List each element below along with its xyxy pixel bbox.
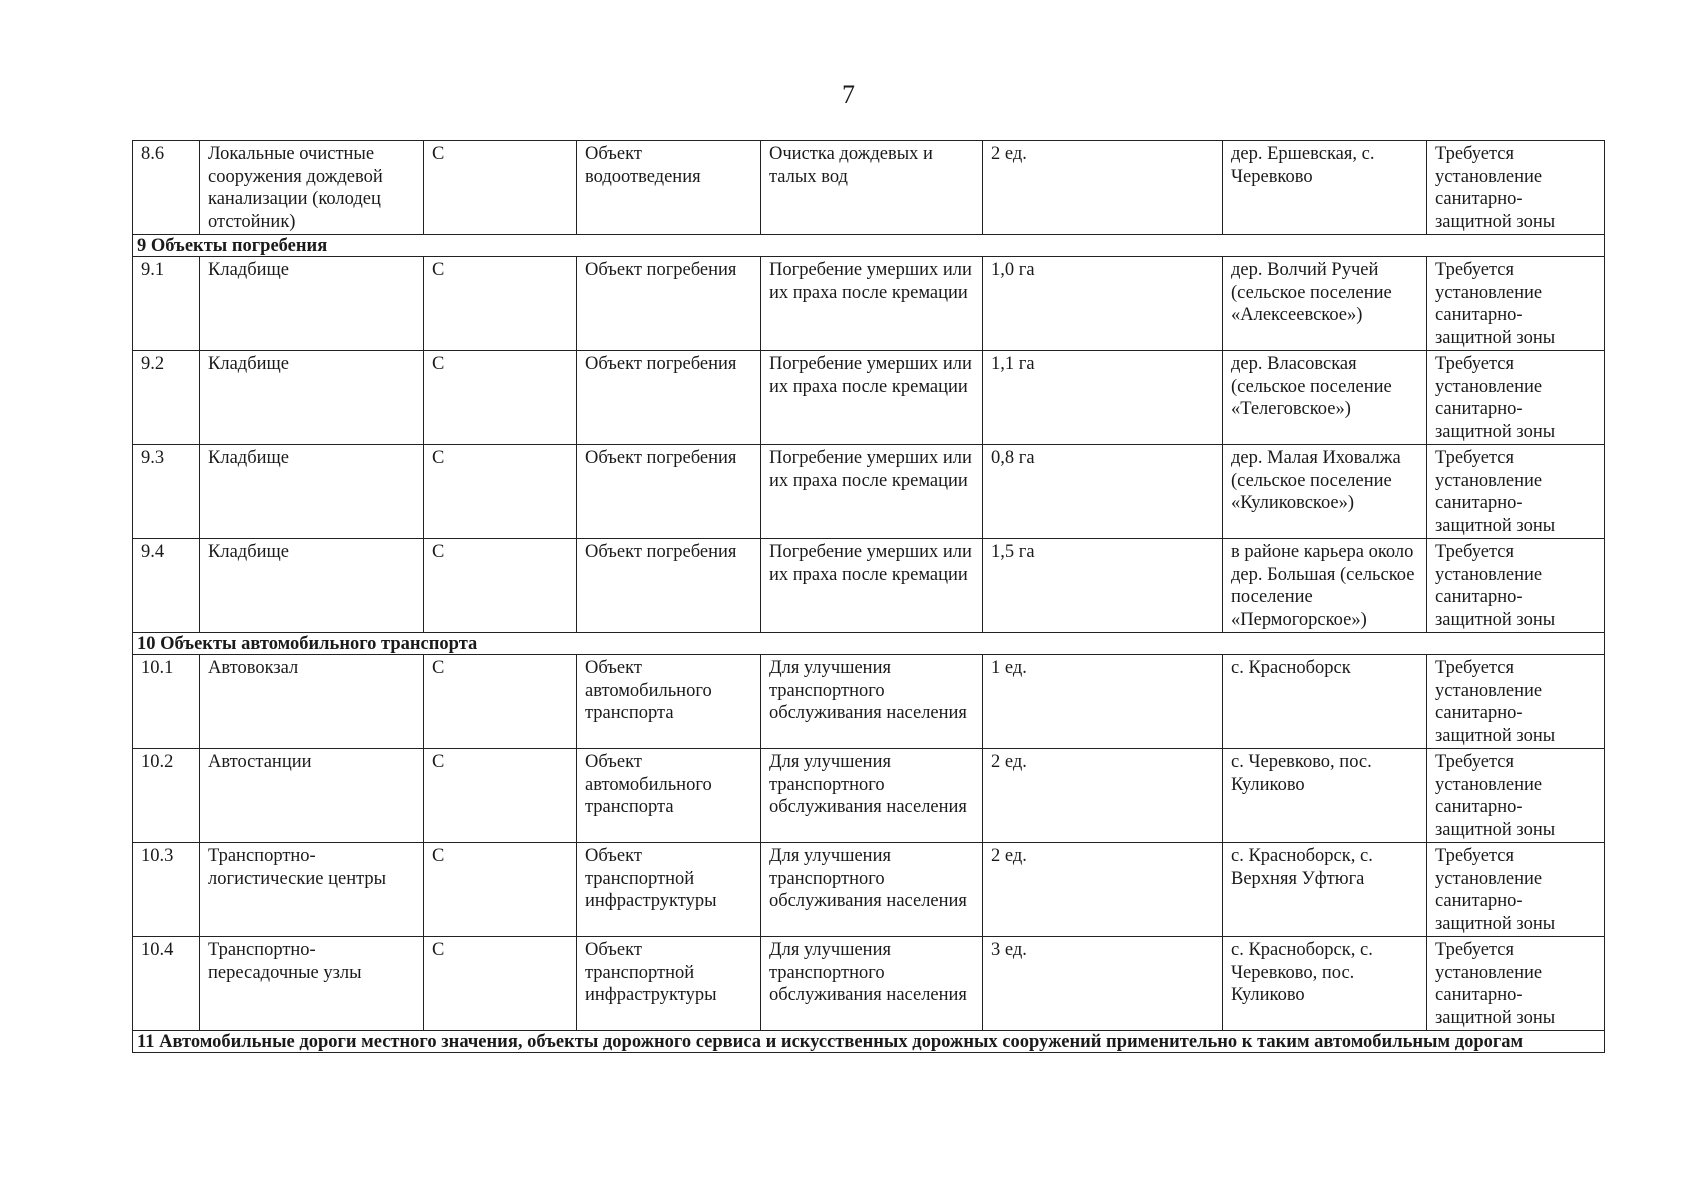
table-row — [133, 937, 1605, 1031]
cell-object-type: Объект транспортной инфраструктуры — [577, 843, 761, 937]
cell-status: С — [424, 937, 577, 1031]
cell-purpose: Погребение умерших или их праха после кремации — [761, 257, 983, 351]
cell-object-type: Объект транспортной инфраструктуры — [577, 937, 761, 1031]
cell-purpose: Погребение умерших или их праха после кремации — [761, 445, 983, 539]
cell-capacity: 3 ед. — [983, 937, 1223, 1031]
cell-object-type: Объект погребения — [577, 257, 761, 351]
cell-status: С — [424, 141, 577, 235]
cell-number: 8.6 — [133, 141, 200, 235]
cell-status: С — [424, 749, 577, 843]
cell-number: 10.4 — [133, 937, 200, 1031]
cell-purpose: Погребение умерших или их праха после кремации — [761, 351, 983, 445]
cell-capacity: 1,5 га — [983, 539, 1223, 633]
table-row — [133, 445, 1605, 539]
section-title: 9 Объекты погребения — [133, 235, 1605, 257]
section-header-row — [133, 1031, 1605, 1053]
cell-capacity: 2 ед. — [983, 141, 1223, 235]
cell-name: Автовокзал — [200, 655, 424, 749]
cell-number: 9.4 — [133, 539, 200, 633]
cell-capacity: 0,8 га — [983, 445, 1223, 539]
cell-location: дер. Ершевская, с. Черевково — [1223, 141, 1427, 235]
cell-zone: Требуется установление санитарно-защитной зоны — [1427, 937, 1605, 1031]
table-body — [133, 141, 1605, 1053]
cell-purpose: Для улучшения транспортного обслуживания населения — [761, 655, 983, 749]
cell-number: 10.1 — [133, 655, 200, 749]
cell-object-type: Объект погребения — [577, 445, 761, 539]
cell-zone: Требуется установление санитарно-защитной зоны — [1427, 749, 1605, 843]
cell-status: С — [424, 655, 577, 749]
cell-name: Кладбище — [200, 539, 424, 633]
cell-purpose: Для улучшения транспортного обслуживания населения — [761, 937, 983, 1031]
cell-status: С — [424, 351, 577, 445]
section-title: 10 Объекты автомобильного транспорта — [133, 633, 1605, 655]
cell-location: с. Красноборск, с. Черевково, пос. Куликово — [1223, 937, 1427, 1031]
objects-table — [132, 140, 1605, 1053]
cell-number: 9.3 — [133, 445, 200, 539]
cell-location: с. Черевково, пос. Куликово — [1223, 749, 1427, 843]
table-row — [133, 749, 1605, 843]
cell-location: дер. Малая Иховалжа (сельское поселение «Куликовское») — [1223, 445, 1427, 539]
cell-location: с. Красноборск — [1223, 655, 1427, 749]
cell-purpose: Очистка дождевых и талых вод — [761, 141, 983, 235]
cell-zone: Требуется установление санитарно-защитной зоны — [1427, 257, 1605, 351]
cell-status: С — [424, 843, 577, 937]
cell-capacity: 1,0 га — [983, 257, 1223, 351]
cell-zone: Требуется установление санитарно-защитной зоны — [1427, 141, 1605, 235]
cell-number: 9.1 — [133, 257, 200, 351]
cell-location: дер. Волчий Ручей (сельское поселение «Алексеевское») — [1223, 257, 1427, 351]
cell-name: Кладбище — [200, 257, 424, 351]
cell-name: Кладбище — [200, 445, 424, 539]
section-title: 11 Автомобильные дороги местного значения, объекты дорожного сервиса и искусственных дорожных сооружений применительно к таким автомобильным дорогам — [133, 1031, 1605, 1053]
cell-name: Транспортно-логистические центры — [200, 843, 424, 937]
cell-object-type: Объект автомобильного транспорта — [577, 749, 761, 843]
table-row — [133, 843, 1605, 937]
cell-zone: Требуется установление санитарно-защитной зоны — [1427, 539, 1605, 633]
cell-zone: Требуется установление санитарно-защитной зоны — [1427, 445, 1605, 539]
cell-status: С — [424, 257, 577, 351]
table-row — [133, 351, 1605, 445]
cell-name: Локальные очистные сооружения дождевой канализации (колодец отстойник) — [200, 141, 424, 235]
cell-capacity: 2 ед. — [983, 843, 1223, 937]
table-row — [133, 655, 1605, 749]
cell-zone: Требуется установление санитарно-защитной зоны — [1427, 351, 1605, 445]
cell-number: 10.2 — [133, 749, 200, 843]
table-row — [133, 141, 1605, 235]
section-header-row — [133, 235, 1605, 257]
section-header-row — [133, 633, 1605, 655]
cell-capacity: 2 ед. — [983, 749, 1223, 843]
table-row — [133, 539, 1605, 633]
cell-name: Кладбище — [200, 351, 424, 445]
cell-location: дер. Власовская (сельское поселение «Телеговское») — [1223, 351, 1427, 445]
cell-location: с. Красноборск, с. Верхняя Уфтюга — [1223, 843, 1427, 937]
cell-status: С — [424, 445, 577, 539]
cell-object-type: Объект водоотведения — [577, 141, 761, 235]
cell-object-type: Объект автомобильного транспорта — [577, 655, 761, 749]
cell-capacity: 1 ед. — [983, 655, 1223, 749]
cell-status: С — [424, 539, 577, 633]
cell-number: 10.3 — [133, 843, 200, 937]
cell-name: Транспортно-пересадочные узлы — [200, 937, 424, 1031]
cell-name: Автостанции — [200, 749, 424, 843]
cell-number: 9.2 — [133, 351, 200, 445]
cell-purpose: Для улучшения транспортного обслуживания населения — [761, 843, 983, 937]
page-number: 7 — [842, 80, 855, 109]
cell-purpose: Погребение умерших или их праха после кремации — [761, 539, 983, 633]
cell-zone: Требуется установление санитарно-защитной зоны — [1427, 843, 1605, 937]
cell-object-type: Объект погребения — [577, 351, 761, 445]
cell-zone: Требуется установление санитарно-защитной зоны — [1427, 655, 1605, 749]
cell-location: в районе карьера около дер. Большая (сельское поселение «Пермогорское») — [1223, 539, 1427, 633]
cell-purpose: Для улучшения транспортного обслуживания населения — [761, 749, 983, 843]
table-row — [133, 257, 1605, 351]
cell-capacity: 1,1 га — [983, 351, 1223, 445]
cell-object-type: Объект погребения — [577, 539, 761, 633]
